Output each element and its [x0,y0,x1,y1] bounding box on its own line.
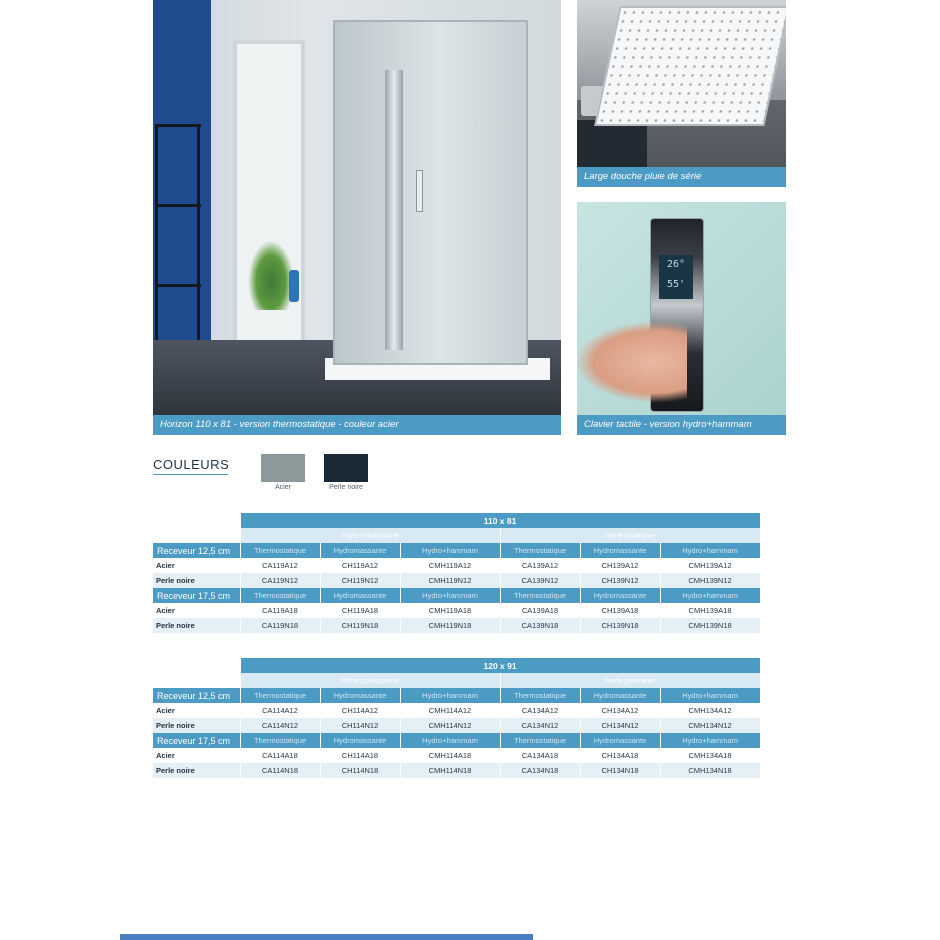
product-code: CMH139N18 [660,618,760,633]
function-header: Hydro+hammam [660,733,760,748]
product-code: CA119N18 [240,618,320,633]
receveur-header: Receveur 17,5 cm [153,733,240,748]
product-code: CH134N18 [580,763,660,778]
product-code: CMH114A12 [400,703,500,718]
product-code: CA139A12 [500,558,580,573]
product-code: CA134N18 [500,763,580,778]
product-code: CH114N18 [320,763,400,778]
shower-cabin [333,20,528,365]
function-header: Hydro+hammam [660,543,760,558]
door-type-header: Porte pivotante [500,673,760,688]
table-row [153,763,760,778]
shelf [155,124,201,127]
door-type-header: Porte coulissante [240,528,500,543]
table-row [153,748,760,763]
product-code: CMH114N12 [400,718,500,733]
product-code: CMH114A18 [400,748,500,763]
function-header: Thermostatique [240,733,320,748]
function-header: Hydromassante [580,588,660,603]
colour-label-acier: Acier [275,484,291,491]
function-header: Hydro+hammam [400,688,500,703]
product-code: CMH134A18 [660,748,760,763]
row-colour-label: Acier [153,748,240,763]
function-header: Hydro+hammam [660,588,760,603]
rain-shower-photo [577,0,786,187]
table-row [153,603,760,618]
plant [248,240,294,310]
table-corner [153,658,240,673]
function-header: Thermostatique [500,543,580,558]
touch-keypad-photo [577,202,786,435]
function-header: Thermostatique [240,588,320,603]
product-code: CA139N18 [500,618,580,633]
colour-swatch-acier [261,454,305,482]
row-colour-label: Perle noire [153,763,240,778]
product-code: CMH119A18 [400,603,500,618]
table-corner [153,528,240,543]
table-row [153,703,760,718]
shower-column [385,70,403,350]
shelf [155,204,201,207]
product-code: CH139A12 [580,558,660,573]
receveur-header: Receveur 17,5 cm [153,588,240,603]
spec-table-110x81 [153,513,761,633]
hand [577,322,687,402]
product-code: CH119A18 [320,603,400,618]
product-code: CMH114N18 [400,763,500,778]
shower-cabin-photo [153,0,561,435]
photo-caption: Horizon 110 x 81 - version thermostatique - couleur acier [153,415,561,435]
function-header: Hydromassante [320,688,400,703]
product-code: CMH134N12 [660,718,760,733]
table-corner [153,513,240,528]
footer-bar [120,934,533,940]
blue-wall [153,0,211,340]
product-code: CA119A12 [240,558,320,573]
rain-shower-head [594,6,786,126]
product-code: CMH119A12 [400,558,500,573]
product-code: CH134N12 [580,718,660,733]
product-code: CH139N12 [580,573,660,588]
row-colour-label: Acier [153,558,240,573]
door-handle [416,170,423,212]
row-colour-label: Perle noire [153,573,240,588]
door-type-header: Porte pivotante [500,528,760,543]
function-header: Hydro+hammam [400,543,500,558]
product-code: CH139N18 [580,618,660,633]
product-code: CH119N18 [320,618,400,633]
table-row [153,618,760,633]
table-corner [153,673,240,688]
table-size-header: 110 x 81 [240,513,760,528]
row-colour-label: Perle noire [153,618,240,633]
row-colour-label: Acier [153,603,240,618]
product-code: CH134A12 [580,703,660,718]
function-header: Thermostatique [240,543,320,558]
product-code: CH134A18 [580,748,660,763]
spec-table-120x91 [153,658,761,778]
product-code: CA134N12 [500,718,580,733]
product-code: CH119A12 [320,558,400,573]
product-code: CH119N12 [320,573,400,588]
product-code: CA134A12 [500,703,580,718]
product-code: CA119A18 [240,603,320,618]
dark-tile [577,120,647,167]
keypad-temperature: 26° [666,259,686,270]
door-type-header: Porte coulissante [240,673,500,688]
shelf [155,284,201,287]
photo-caption: Large douche pluie de série [577,167,786,187]
product-code: CA114A12 [240,703,320,718]
product-code: CA139A18 [500,603,580,618]
function-header: Hydro+hammam [400,588,500,603]
colour-swatch-perle-noire [324,454,368,482]
product-code: CMH119N18 [400,618,500,633]
product-code: CMH134N18 [660,763,760,778]
product-code: CMH119N12 [400,573,500,588]
product-code: CH114N12 [320,718,400,733]
function-header: Thermostatique [500,733,580,748]
table-row [153,718,760,733]
product-code: CA119N12 [240,573,320,588]
product-code: CMH139A18 [660,603,760,618]
row-colour-label: Acier [153,703,240,718]
product-code: CA139N12 [500,573,580,588]
product-code: CMH139N12 [660,573,760,588]
function-header: Thermostatique [500,688,580,703]
function-header: Hydro+hammam [660,688,760,703]
function-header: Hydro+hammam [400,733,500,748]
photo-caption: Clavier tactile - version hydro+hammam [577,415,786,435]
keypad-screen [659,255,693,299]
product-code: CA114A18 [240,748,320,763]
colour-label-perle-noire: Perle noire [329,484,363,491]
product-code: CMH134A12 [660,703,760,718]
product-code: CA114N12 [240,718,320,733]
function-header: Thermostatique [240,688,320,703]
row-colour-label: Perle noire [153,718,240,733]
function-header: Hydromassante [320,733,400,748]
keypad-time: 55' [666,279,686,290]
product-code: CMH139A12 [660,558,760,573]
receveur-header: Receveur 12,5 cm [153,543,240,558]
function-header: Hydromassante [320,543,400,558]
product-code: CH139A18 [580,603,660,618]
product-code: CA114N18 [240,763,320,778]
receveur-header: Receveur 12,5 cm [153,688,240,703]
function-header: Thermostatique [500,588,580,603]
function-header: Hydromassante [580,688,660,703]
function-header: Hydromassante [320,588,400,603]
product-code: CA134A18 [500,748,580,763]
vase [289,270,299,302]
function-header: Hydromassante [580,543,660,558]
table-row [153,558,760,573]
product-code: CH114A12 [320,703,400,718]
table-size-header: 120 x 91 [240,658,760,673]
function-header: Hydromassante [580,733,660,748]
colours-title: COULEURS [153,457,228,475]
table-row [153,573,760,588]
product-code: CH114A18 [320,748,400,763]
